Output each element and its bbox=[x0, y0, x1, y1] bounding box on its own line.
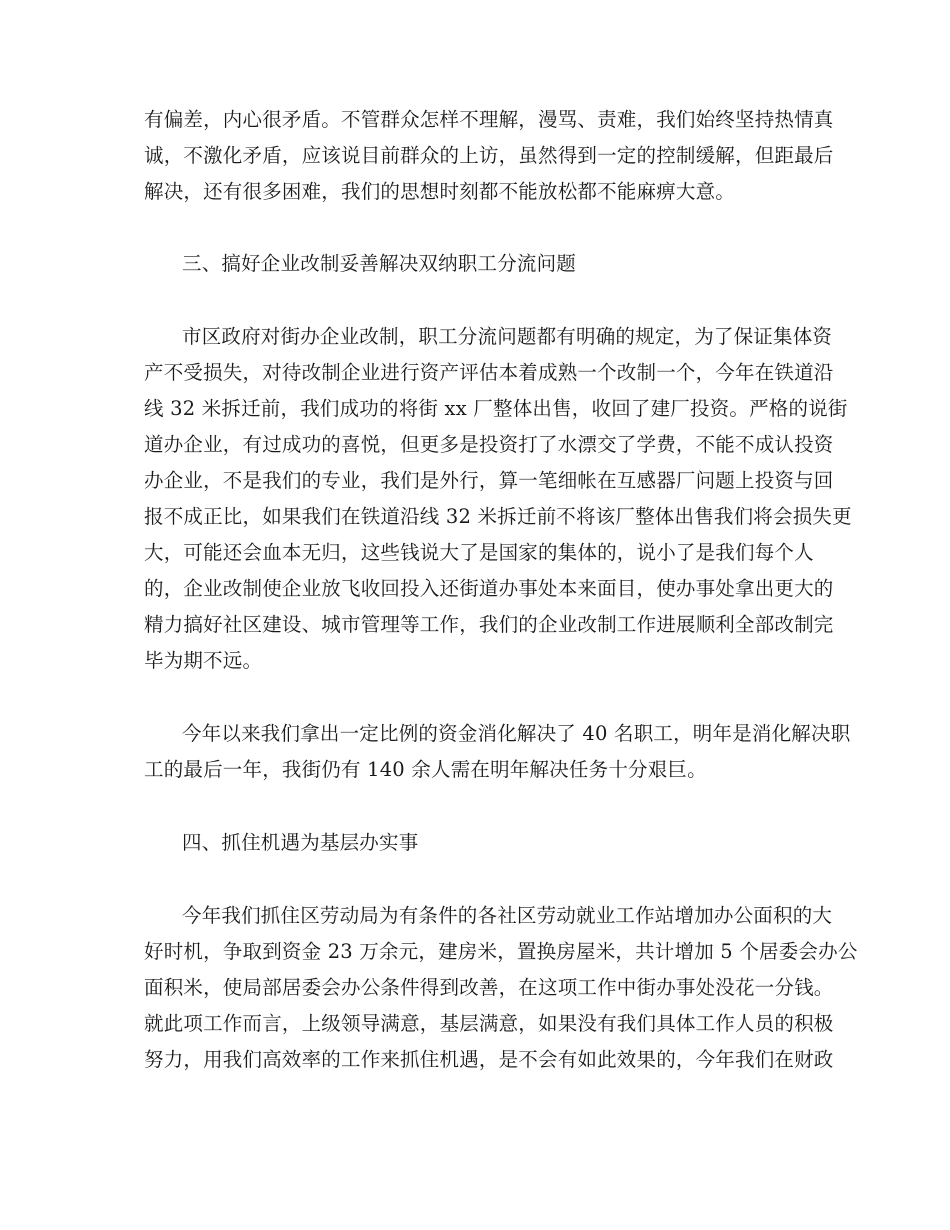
paragraph-text-line: 工的最后一年，我街仍有 140 余人需在明年解决任务十分艰巨。 bbox=[144, 758, 707, 781]
paragraph-text-line: 道办企业，有过成功的喜悦，但更多是投资打了水漂交了学费，不能不成认投资 bbox=[144, 433, 834, 456]
paragraph-text-line: 有偏差，内心很矛盾。不管群众怎样不理解，漫骂、责难，我们始终坚持热情真 bbox=[144, 108, 834, 131]
paragraph-text-line: 解决，还有很多困难，我们的思想时刻都不能放松都不能麻痹大意。 bbox=[144, 180, 736, 203]
paragraph-text-line: 面积米，使局部居委会办公条件得到改善，在这项工作中街办事处没花一分钱。 bbox=[144, 976, 834, 999]
paragraph-text-line: 就此项工作而言，上级领导满意，基层满意，如果没有我们具体工作人员的积极 bbox=[144, 1012, 834, 1035]
paragraph-text-line: 好时机，争取到资金 23 万余元，建房米，置换房屋米，共计增加 5 个居委会办公 bbox=[144, 940, 858, 963]
paragraph-text-line: 大，可能还会血本无归，这些钱说大了是国家的集体的，说小了是我们每个人 bbox=[144, 541, 814, 564]
heading-text-line: 四、抓住机遇为基层办实事 bbox=[182, 831, 419, 854]
paragraph-text-line: 产不受损失，对待改制企业进行资产评估本着成熟一个改制一个，今年在铁道沿 bbox=[144, 361, 834, 384]
paragraph-text-line: 诚，不激化矛盾，应该说目前群众的上访，虽然得到一定的控制缓解，但距最后 bbox=[144, 144, 834, 167]
paragraph-text-line: 精力搞好社区建设、城市管理等工作，我们的企业改制工作进展顺利全部改制完 bbox=[144, 613, 834, 636]
paragraph-text-line: 办企业，不是我们的专业，我们是外行，算一笔细帐在互感器厂问题上投资与回 bbox=[144, 469, 834, 492]
paragraph-text-line: 市区政府对街办企业改制，职工分流问题都有明确的规定，为了保证集体资 bbox=[182, 325, 833, 348]
paragraph-text-line: 报不成正比，如果我们在铁道沿线 32 米拆迁前不将该厂整体出售我们将会损失更 bbox=[144, 505, 852, 528]
paragraph-text-line: 努力，用我们高效率的工作来抓住机遇，是不会有如此效果的，今年我们在财政 bbox=[144, 1048, 834, 1071]
paragraph-text-line: 今年以来我们拿出一定比例的资金消化解决了 40 名职工，明年是消化解决职 bbox=[182, 722, 851, 745]
paragraph-text-line: 线 32 米拆迁前，我们成功的将街 xx 厂整体出售，收回了建厂投资。严格的说街 bbox=[144, 397, 848, 420]
paragraph-text-line: 的，企业改制使企业放飞收回投入还街道办事处本来面目，使办事处拿出更大的 bbox=[144, 577, 834, 600]
paragraph-text-line: 今年我们抓住区劳动局为有条件的各社区劳动就业工作站增加办公面积的大 bbox=[182, 904, 833, 927]
paragraph-text-line: 毕为期不远。 bbox=[144, 649, 263, 672]
heading-text-line: 三、搞好企业改制妥善解决双纳职工分流问题 bbox=[182, 252, 577, 275]
